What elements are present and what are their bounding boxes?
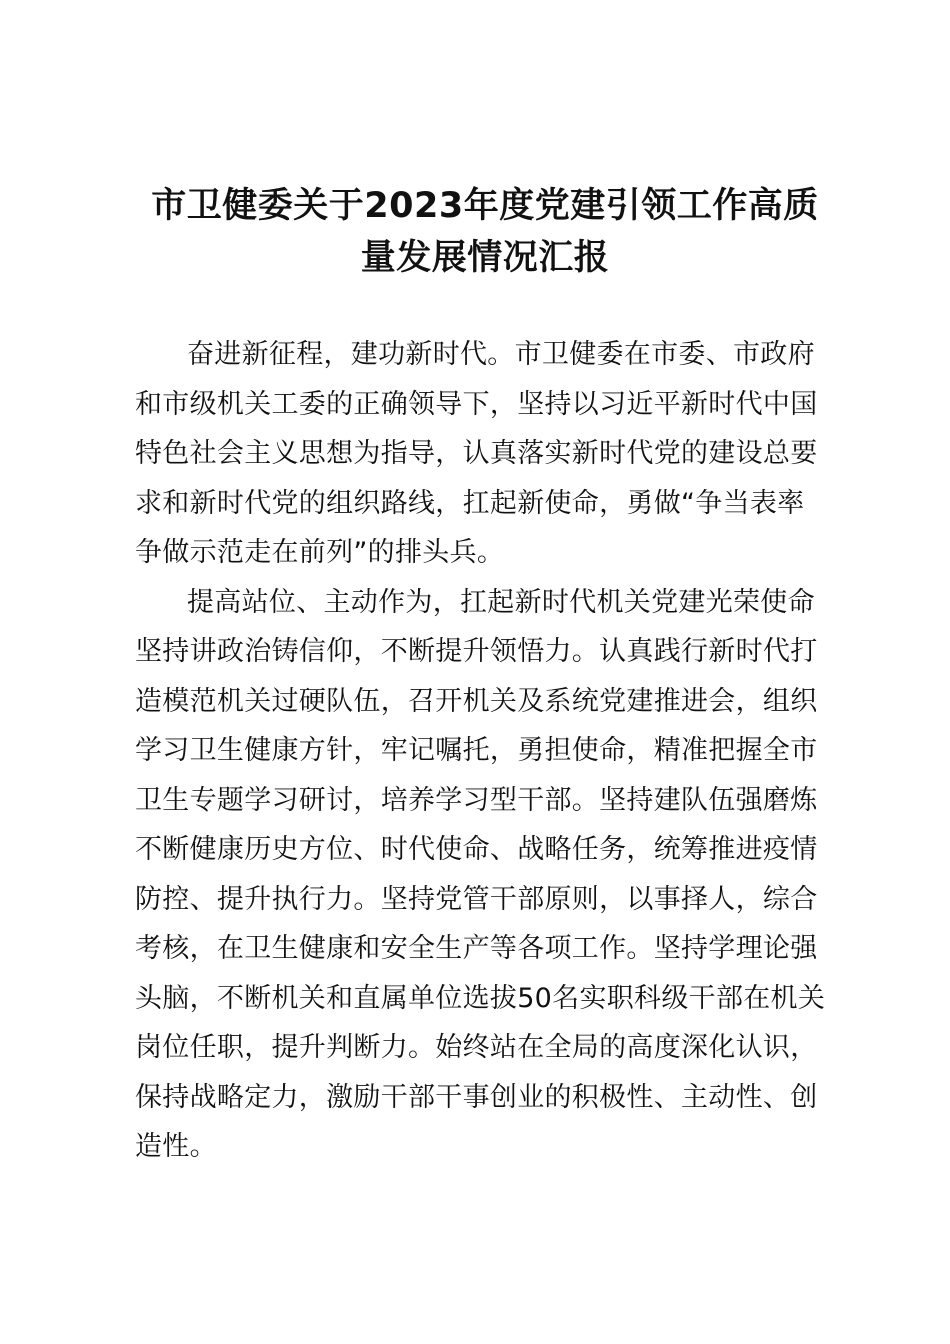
- paragraph-line: 和市级机关工委的正确领导下，坚持以习近平新时代中国: [135, 388, 818, 420]
- paragraph-line: 头脑，不断机关和直属单位选拔50名实职科级干部在机关: [135, 982, 826, 1014]
- paragraph-line: 坚持讲政治铸信仰，不断提升领悟力。认真践行新时代打: [135, 636, 818, 667]
- paragraph-line: 学习卫生健康方针，牢记嘱托，勇担使命，精准把握全市: [135, 735, 818, 766]
- title-line-2: 量发展情况汇报: [360, 238, 610, 278]
- paragraph-line: 造性。: [135, 1131, 217, 1162]
- paragraph-line: 争做示范走在前列”的排头兵。: [135, 537, 505, 568]
- paragraph-line: 保持战略定力，激励干部干事创业的积极性、主动性、创: [135, 1081, 818, 1113]
- paragraph-2: [135, 578, 835, 1172]
- paragraph-line: 岗位任职，提升判断力。始终站在全局的高度深化认识，: [135, 1032, 818, 1063]
- paragraph-line: 造模范机关过硬队伍，召开机关及系统党建推进会，组织: [135, 685, 818, 717]
- paragraph-line: 奋进新征程，建功新时代。市卫健委在市委、市政府: [187, 339, 815, 370]
- title-line-1: 市卫健委关于2023年度党建引领工作高质: [151, 186, 819, 226]
- document-title: [125, 180, 845, 284]
- paragraph-line: 防控、提升执行力。坚持党管干部原则，以事择人，综合: [135, 883, 818, 915]
- document-body: [135, 330, 835, 1172]
- paragraph-line: 卫生专题学习研讨，培养学习型干部。坚持建队伍强磨炼: [135, 784, 818, 816]
- paragraph-line: 不断健康历史方位、时代使命、战略任务，统筹推进疫情: [135, 834, 818, 865]
- paragraph-line: 考核，在卫生健康和安全生产等各项工作。坚持学理论强: [135, 933, 818, 964]
- paragraph-line: 特色社会主义思想为指导，认真落实新时代党的建设总要: [135, 438, 818, 469]
- paragraph-line: 求和新时代党的组织路线，扛起新使命，勇做“争当表率: [135, 487, 805, 519]
- paragraph-line: 提高站位、主动作为，扛起新时代机关党建光荣使命: [187, 586, 815, 618]
- paragraph-1: [135, 330, 835, 578]
